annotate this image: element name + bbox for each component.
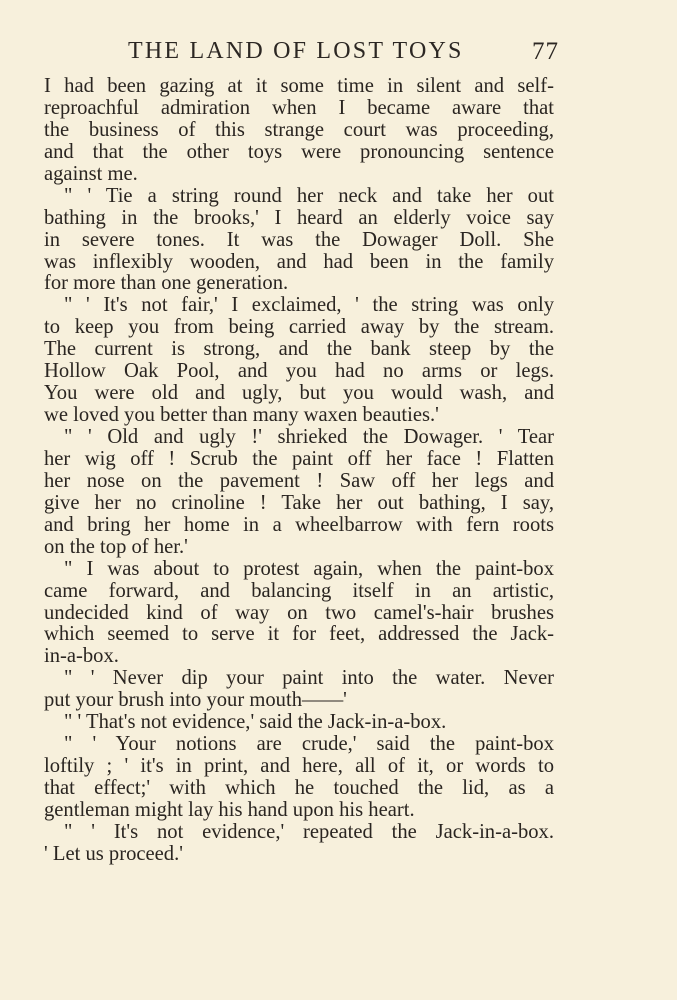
text-line: " ' Old and ugly !' shrieked the Dowager. ' Tear xyxy=(64,426,554,448)
running-title: THE LAND OF LOST TOYS xyxy=(128,38,464,64)
text-line: " I was about to protest again, when the paint-box xyxy=(64,557,554,580)
text-line: The current is strong, and the bank steep by the xyxy=(44,338,554,361)
text-line: which seemed to serve it for feet, addressed the Jack- xyxy=(44,623,554,646)
text-line: in-a-box. xyxy=(44,645,119,668)
text-line: and bring her home in a wheelbarrow with fern roots xyxy=(44,513,554,536)
text-line: to keep you from being carried away by the stream. xyxy=(44,316,554,339)
text-line: " ' Never dip your paint into the water. Never xyxy=(64,667,554,690)
text-line: on the top of her.' xyxy=(44,535,188,558)
text-line: give her no crinoline ! Take her out bathing, I say, xyxy=(44,491,554,514)
text-line: her wig off ! Scrub the paint off her face ! Flatten xyxy=(44,447,554,470)
text-line: and that the other toys were pronouncing sentence xyxy=(44,140,554,163)
text-line: " ' Tie a string round her neck and take her out xyxy=(64,184,554,207)
text-line: gentleman might lay his hand upon his heart. xyxy=(44,798,415,821)
text-line: the business of this strange court was proceeding, xyxy=(44,118,554,141)
text-line: I had been gazing at it some time in silent and self- xyxy=(44,75,554,97)
text-line: undecided kind of way on two camel's-hair brushes xyxy=(44,601,554,624)
page-number: 77 xyxy=(532,38,559,65)
body-text xyxy=(44,76,554,866)
text-line: that effect;' with which he touched the lid, as a xyxy=(44,777,554,799)
text-line: bathing in the brooks,' I heard an elderly voice say xyxy=(44,206,554,229)
text-line: ' Let us proceed.' xyxy=(44,842,183,865)
running-head xyxy=(0,36,677,70)
text-line: her nose on the pavement ! Saw off her legs and xyxy=(44,469,554,492)
text-line: " ' It's not evidence,' repeated the Jack-in-a-box. xyxy=(64,820,554,843)
text-line: in severe tones. It was the Dowager Doll. She xyxy=(44,228,554,251)
text-line: put your brush into your mouth——' xyxy=(44,689,347,712)
text-line: for more than one generation. xyxy=(44,272,289,295)
text-line: Hollow Oak Pool, and you had no arms or legs. xyxy=(44,360,554,383)
text-line: " ' Your notions are crude,' said the paint-box xyxy=(64,733,554,756)
text-line: loftily ; ' it's in print, and here, all of it, or words to xyxy=(44,755,554,778)
text-line: You were old and ugly, but you would wash, and xyxy=(44,382,554,405)
text-line: reproachful admiration when I became aware that xyxy=(44,96,554,119)
text-line: we loved you better than many waxen beauties.' xyxy=(44,404,439,427)
text-line: " ' That's not evidence,' said the Jack-in-a-box. xyxy=(64,711,447,734)
text-line: " ' It's not fair,' I exclaimed, ' the string was only xyxy=(64,294,554,317)
text-line: was inflexibly wooden, and had been in the family xyxy=(44,250,554,273)
text-line: against me. xyxy=(44,162,138,185)
text-line: came forward, and balancing itself in an artistic, xyxy=(44,579,554,602)
